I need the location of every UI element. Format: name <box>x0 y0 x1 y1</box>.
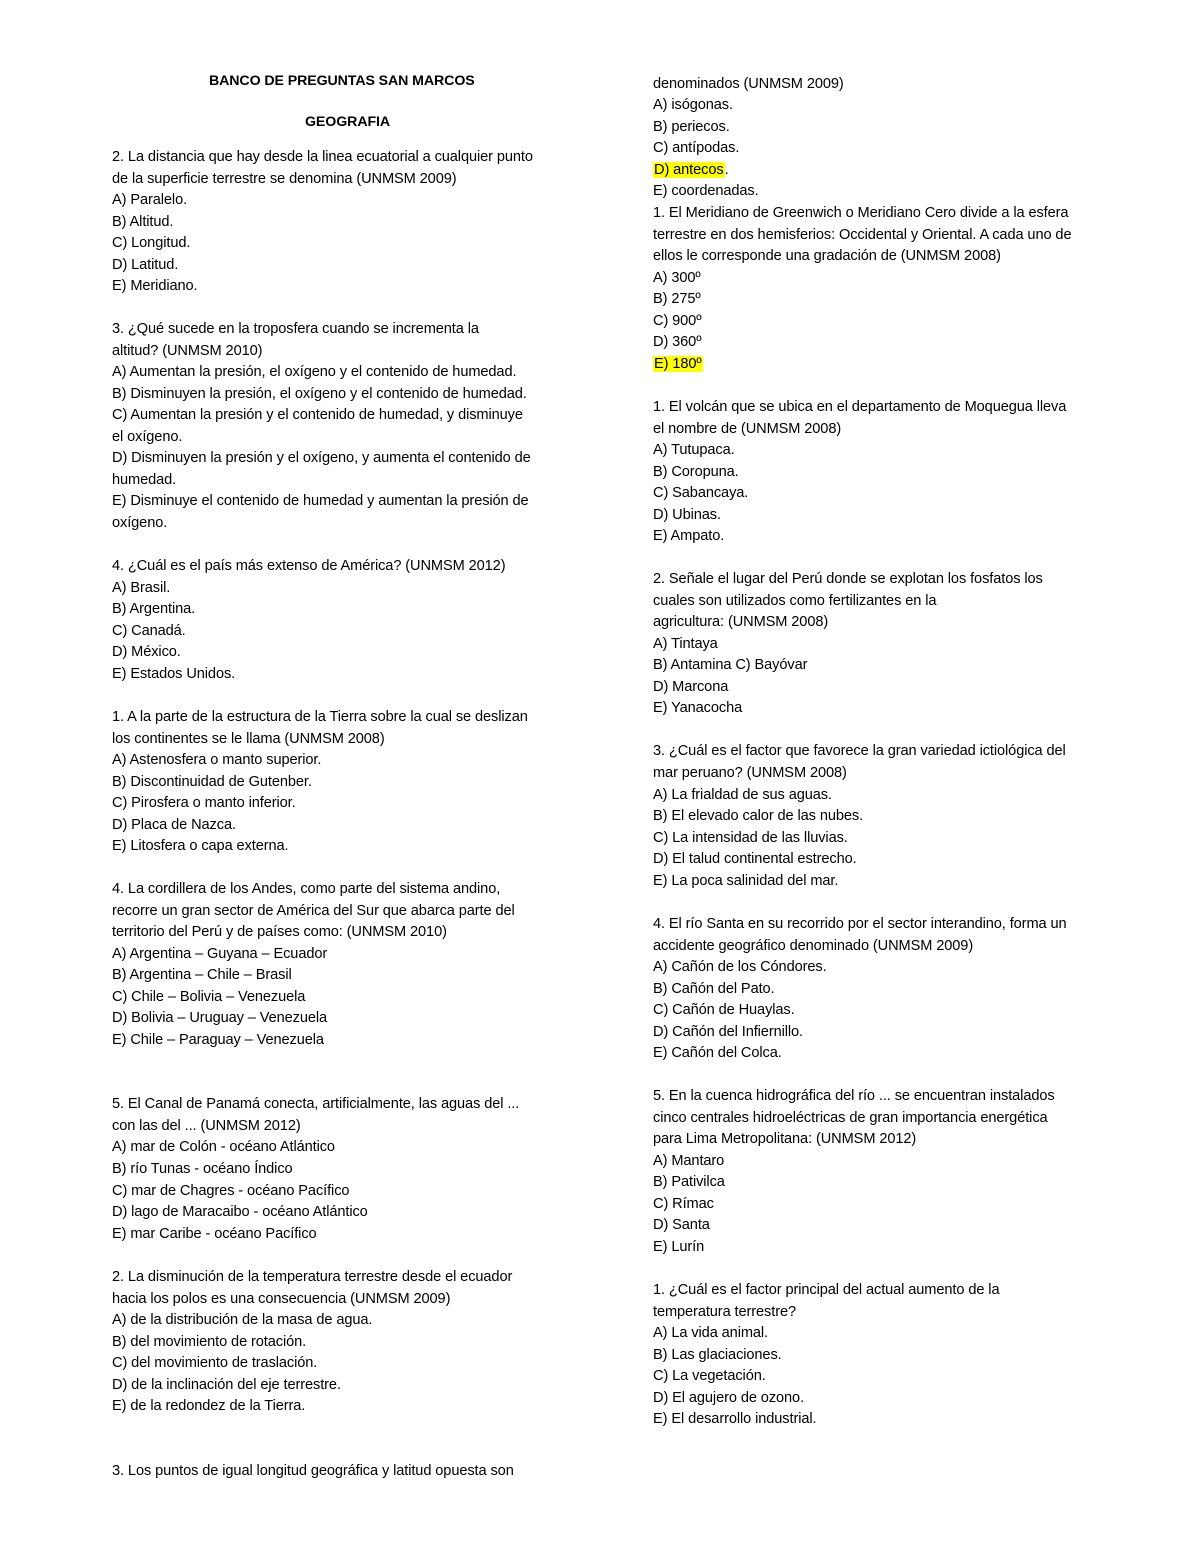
line-text: D) México. <box>112 644 181 660</box>
line-text: B) Pativilca <box>653 1174 725 1190</box>
right-line <box>653 1323 768 1345</box>
line-text: D) El talud continental estrecho. <box>653 851 857 867</box>
line-text: D) Santa <box>653 1217 710 1233</box>
line-text: ellos le corresponde una gradación de (UNMSM 2008) <box>653 248 1001 264</box>
right-line <box>653 871 838 893</box>
left-line <box>112 233 190 255</box>
line-text: denominados (UNMSM 2009) <box>653 76 844 92</box>
left-line <box>112 664 235 686</box>
right-line <box>653 268 701 290</box>
line-text: 1. El Meridiano de Greenwich o Meridiano Cero divide a la esfera <box>653 205 1069 221</box>
line-text: D) de la inclinación del eje terrestre. <box>112 1377 341 1393</box>
left-line <box>112 190 187 212</box>
right-line <box>653 440 735 462</box>
line-text: A) Astenosfera o manto superior. <box>112 752 322 768</box>
line-text: B) Altitud. <box>112 214 174 230</box>
line-text: A) Paralelo. <box>112 192 188 208</box>
right-line <box>653 741 1066 763</box>
right-line <box>653 1000 795 1022</box>
left-line <box>112 922 447 944</box>
right-line <box>653 117 730 139</box>
right-line <box>653 246 1001 268</box>
line-text: B) Las glaciaciones. <box>653 1347 782 1363</box>
line-text: A) La frialdad de sus aguas. <box>653 787 832 803</box>
line-text: E) Chile – Paraguay – Venezuela <box>112 1032 324 1048</box>
right-line <box>653 160 729 182</box>
line-text: E) Ampato. <box>653 528 725 544</box>
right-line <box>653 1108 1048 1130</box>
line-text: C) mar de Chagres - océano Pacífico <box>112 1183 350 1199</box>
document-title: BANCO DE PREGUNTAS SAN MARCOS <box>209 73 475 89</box>
left-line <box>112 556 505 578</box>
left-line <box>112 1116 301 1138</box>
right-line <box>653 763 847 785</box>
left-line <box>112 1008 327 1030</box>
line-text: B) 275º <box>653 291 701 307</box>
right-line <box>653 1388 804 1410</box>
right-line <box>653 612 828 634</box>
line-text: A) mar de Colón - océano Atlántico <box>112 1139 335 1155</box>
left-line <box>112 578 170 600</box>
line-text: D) 360º <box>653 334 702 350</box>
line-text: A) de la distribución de la masa de agua. <box>112 1312 373 1328</box>
left-line <box>112 1137 335 1159</box>
left-line <box>112 169 457 191</box>
left-line <box>112 491 529 513</box>
line-text: C) antípodas. <box>653 140 740 156</box>
highlighted-answer: D) antecos <box>654 162 724 178</box>
line-text: oxígeno. <box>112 515 168 531</box>
left-line <box>112 944 327 966</box>
right-line <box>653 1409 816 1431</box>
right-line <box>653 225 1071 247</box>
right-line <box>653 354 703 376</box>
right-line <box>653 1151 724 1173</box>
left-line <box>112 815 236 837</box>
line-text: 1. ¿Cuál es el factor principal del actual aumento de la <box>653 1282 1000 1298</box>
line-text: E) La poca salinidad del mar. <box>653 873 839 889</box>
left-line <box>112 319 479 341</box>
line-text: A) isógonas. <box>653 97 733 113</box>
right-line <box>653 806 863 828</box>
line-text: B) Discontinuidad de Gutenber. <box>112 774 312 790</box>
line-text: 3. Los puntos de igual longitud geográfica y latitud opuesta son <box>112 1463 514 1479</box>
line-text: 2. La distancia que hay desde la linea ecuatorial a cualquier punto <box>112 149 533 165</box>
left-line <box>112 772 312 794</box>
right-line <box>653 203 1068 225</box>
right-line <box>653 181 759 203</box>
right-line <box>653 526 724 548</box>
right-line <box>653 655 807 677</box>
right-line <box>653 1086 1055 1108</box>
left-line <box>112 362 516 384</box>
left-line <box>112 965 292 987</box>
line-text: 2. La disminución de la temperatura terrestre desde el ecuador <box>112 1269 513 1285</box>
left-line <box>112 255 178 277</box>
line-text: con las del ... (UNMSM 2012) <box>112 1118 301 1134</box>
left-line <box>112 212 173 234</box>
line-text: B) El elevado calor de las nubes. <box>653 808 864 824</box>
left-line <box>112 642 181 664</box>
line-text: C) Canadá. <box>112 623 186 639</box>
line-text: E) Lurín <box>653 1239 705 1255</box>
line-text: D) Placa de Nazca. <box>112 817 236 833</box>
right-line <box>653 1345 782 1367</box>
left-line <box>112 987 305 1009</box>
line-text: altitud? (UNMSM 2010) <box>112 343 263 359</box>
left-line <box>112 599 195 621</box>
line-text: E) Litosfera o capa externa. <box>112 838 289 854</box>
line-text: temperatura terrestre? <box>653 1304 796 1320</box>
left-line <box>112 793 296 815</box>
line-text: 1. El volcán que se ubica en el departamento de Moquegua lleva <box>653 399 1067 415</box>
line-text: E) Meridiano. <box>112 278 198 294</box>
left-line <box>112 1267 512 1289</box>
right-line <box>653 828 848 850</box>
left-line <box>112 513 167 535</box>
line-text: B) Disminuyen la presión, el oxígeno y el contenido de humedad. <box>112 386 527 402</box>
left-line <box>112 621 186 643</box>
line-text: el oxígeno. <box>112 429 183 445</box>
left-line <box>112 1375 341 1397</box>
line-text: C) Sabancaya. <box>653 485 749 501</box>
right-line <box>653 569 1043 591</box>
left-line <box>112 1202 368 1224</box>
line-text: D) Bolivia – Uruguay – Venezuela <box>112 1010 328 1026</box>
left-line <box>112 470 176 492</box>
right-line <box>653 634 718 656</box>
right-line <box>653 95 733 117</box>
right-line <box>653 785 832 807</box>
line-text: B) Coropuna. <box>653 464 739 480</box>
right-line <box>653 677 728 699</box>
line-text: 2. Señale el lugar del Perú donde se explotan los fosfatos los <box>653 571 1043 587</box>
line-text: E) coordenadas. <box>653 183 759 199</box>
line-text: C) Cañón de Huaylas. <box>653 1002 795 1018</box>
left-line <box>112 1181 349 1203</box>
right-line <box>653 311 701 333</box>
highlighted-answer: E) 180º <box>654 356 702 372</box>
right-line <box>653 1022 803 1044</box>
line-text: C) Aumentan la presión y el contenido de humedad, y disminuye <box>112 407 523 423</box>
left-line <box>112 1353 317 1375</box>
line-suffix: . <box>724 162 729 178</box>
line-text: humedad. <box>112 472 177 488</box>
line-text: A) Cañón de los Cóndores. <box>653 959 827 975</box>
left-line <box>112 1310 372 1332</box>
line-text: C) La vegetación. <box>653 1368 766 1384</box>
line-text: 1. A la parte de la estructura de la Tierra sobre la cual se deslizan <box>112 709 528 725</box>
line-text: B) del movimiento de rotación. <box>112 1334 307 1350</box>
line-text: C) 900º <box>653 313 702 329</box>
line-text: C) del movimiento de traslación. <box>112 1355 318 1371</box>
right-line <box>653 914 1067 936</box>
right-line <box>653 1302 796 1324</box>
right-line <box>653 1280 999 1302</box>
right-line <box>653 289 701 311</box>
line-text: D) Cañón del Infiernillo. <box>653 1024 804 1040</box>
line-text: D) lago de Maracaibo - océano Atlántico <box>112 1204 368 1220</box>
line-text: A) La vida animal. <box>653 1325 769 1341</box>
right-line <box>653 483 748 505</box>
right-line <box>653 462 739 484</box>
right-line <box>653 698 742 720</box>
line-text: 4. ¿Cuál es el país más extenso de América? (UNMSM 2012) <box>112 558 506 574</box>
right-line <box>653 1172 725 1194</box>
line-text: C) La intensidad de las lluvias. <box>653 830 848 846</box>
left-line <box>112 1159 293 1181</box>
right-line <box>653 1215 710 1237</box>
line-text: de la superficie terrestre se denomina (UNMSM 2009) <box>112 171 457 187</box>
left-line <box>112 707 528 729</box>
line-text: E) Disminuye el contenido de humedad y aumentan la presión de <box>112 493 529 509</box>
left-line <box>112 1224 317 1246</box>
line-text: E) Yanacocha <box>653 700 743 716</box>
left-line <box>112 427 182 449</box>
line-text: agricultura: (UNMSM 2008) <box>653 614 829 630</box>
line-text: E) Cañón del Colca. <box>653 1045 782 1061</box>
line-text: territorio del Perú y de países como: (UNMSM 2010) <box>112 924 447 940</box>
line-text: 3. ¿Qué sucede en la troposfera cuando se incrementa la <box>112 321 479 337</box>
line-text: C) Rímac <box>653 1196 714 1212</box>
right-line <box>653 1366 766 1388</box>
right-line <box>653 936 973 958</box>
line-text: B) Antamina C) Bayóvar <box>653 657 808 673</box>
line-text: A) 300º <box>653 270 701 286</box>
left-line <box>112 405 523 427</box>
line-text: accidente geográfico denominado (UNMSM 2009) <box>653 938 974 954</box>
line-text: el nombre de (UNMSM 2008) <box>653 421 842 437</box>
line-text: C) Longitud. <box>112 235 191 251</box>
line-text: B) Argentina. <box>112 601 196 617</box>
line-text: D) El agujero de ozono. <box>653 1390 805 1406</box>
line-text: A) Argentina – Guyana – Ecuador <box>112 946 328 962</box>
line-text: 5. El Canal de Panamá conecta, artificialmente, las aguas del ... <box>112 1096 520 1112</box>
right-line <box>653 591 936 613</box>
right-line <box>653 397 1066 419</box>
line-text: hacia los polos es una consecuencia (UNMSM 2009) <box>112 1291 451 1307</box>
line-text: B) río Tunas - océano Índico <box>112 1161 293 1177</box>
left-line <box>112 1094 519 1116</box>
right-line <box>653 419 841 441</box>
line-text: A) Brasil. <box>112 580 171 596</box>
document-subject: GEOGRAFIA <box>305 114 391 130</box>
left-line <box>112 901 515 923</box>
right-line <box>653 505 721 527</box>
right-line <box>653 957 827 979</box>
line-text: terrestre en dos hemisferios: Occidental y Oriental. A cada uno de <box>653 227 1072 243</box>
right-line <box>653 1129 916 1151</box>
line-text: recorre un gran sector de América del Sur que abarca parte del <box>112 903 515 919</box>
left-line <box>112 1030 324 1052</box>
line-text: E) mar Caribe - océano Pacífico <box>112 1226 317 1242</box>
line-text: B) periecos. <box>653 119 730 135</box>
right-line <box>653 1237 704 1259</box>
left-line <box>112 1289 450 1311</box>
line-text: A) Mantaro <box>653 1153 725 1169</box>
line-text: D) Disminuyen la presión y el oxígeno, y aumenta el contenido de <box>112 450 531 466</box>
left-line <box>112 750 321 772</box>
line-text: A) Aumentan la presión, el oxígeno y el contenido de humedad. <box>112 364 517 380</box>
right-line <box>653 74 844 96</box>
line-text: D) Latitud. <box>112 257 179 273</box>
left-line <box>112 147 533 169</box>
left-line <box>112 384 527 406</box>
line-text: B) Argentina – Chile – Brasil <box>112 967 292 983</box>
right-line <box>653 1043 782 1065</box>
line-text: C) Chile – Bolivia – Venezuela <box>112 989 306 1005</box>
right-line <box>653 1194 714 1216</box>
line-text: mar peruano? (UNMSM 2008) <box>653 765 847 781</box>
line-text: 4. El río Santa en su recorrido por el sector interandino, forma un <box>653 916 1067 932</box>
left-line <box>112 341 262 363</box>
line-text: B) Cañón del Pato. <box>653 981 775 997</box>
line-text: cuales son utilizados como fertilizantes en la <box>653 593 937 609</box>
left-line <box>112 1396 305 1418</box>
line-text: A) Tutupaca. <box>653 442 735 458</box>
line-text: 4. La cordillera de los Andes, como parte del sistema andino, <box>112 881 501 897</box>
line-text: D) Marcona <box>653 679 729 695</box>
line-text: 5. En la cuenca hidrográfica del río ... se encuentran instalados <box>653 1088 1055 1104</box>
right-line <box>653 849 857 871</box>
line-text: E) de la redondez de la Tierra. <box>112 1398 306 1414</box>
right-line <box>653 332 701 354</box>
line-text: A) Tintaya <box>653 636 718 652</box>
right-line <box>653 979 775 1001</box>
line-text: los continentes se le llama (UNMSM 2008) <box>112 731 385 747</box>
line-text: cinco centrales hidroeléctricas de gran importancia energética <box>653 1110 1048 1126</box>
line-text: para Lima Metropolitana: (UNMSM 2012) <box>653 1131 917 1147</box>
left-line <box>112 448 531 470</box>
right-line <box>653 138 739 160</box>
left-line <box>112 1332 306 1354</box>
left-line <box>112 836 288 858</box>
line-text: E) El desarrollo industrial. <box>653 1411 817 1427</box>
left-line <box>112 729 385 751</box>
line-text: C) Pirosfera o manto inferior. <box>112 795 296 811</box>
left-line <box>112 276 198 298</box>
left-line <box>112 879 500 901</box>
line-text: E) Estados Unidos. <box>112 666 236 682</box>
line-text: 3. ¿Cuál es el factor que favorece la gran variedad ictiológica del <box>653 743 1066 759</box>
line-text: D) Ubinas. <box>653 507 721 523</box>
left-line <box>112 1461 514 1483</box>
